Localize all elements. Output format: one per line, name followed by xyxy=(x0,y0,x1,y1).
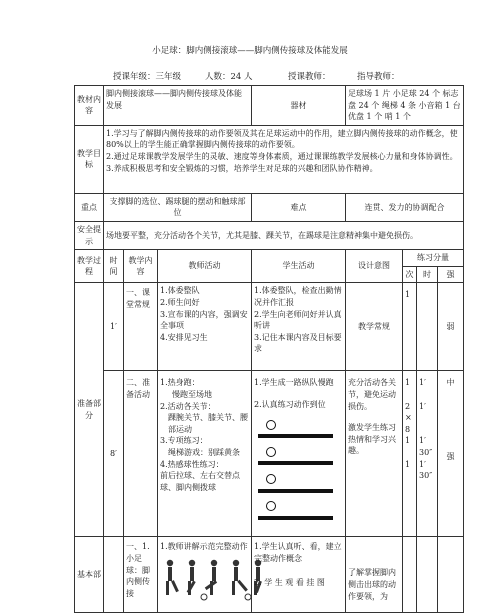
basic-label: 基本部 xyxy=(75,537,104,613)
coach-label: 指导教师： xyxy=(357,72,400,82)
prep-label: 准备部分 xyxy=(75,283,104,537)
prep-intensity-1: 弱 xyxy=(438,283,464,371)
col-duration: 时 xyxy=(417,266,438,283)
prep-intensity-2 xyxy=(438,371,464,537)
safety-label: 安全提示 xyxy=(75,221,104,249)
duration-value xyxy=(419,389,435,401)
ladder-line xyxy=(258,434,333,438)
prep-student-2 xyxy=(252,371,346,537)
student-step: 3.记住本课内容及目标要求 xyxy=(254,332,342,354)
teacher-step: 绳梯游戏：别踩黄条 xyxy=(168,447,240,457)
col-time: 时间 xyxy=(104,250,124,283)
duration-value xyxy=(419,412,435,424)
prep-content-1: 一、课堂常规 xyxy=(124,283,158,371)
lesson-plan-table xyxy=(74,85,464,613)
student-step: 2. 学 生 观 看 挂 图 xyxy=(254,577,325,587)
intent-text: 充分活动各关节，避免运动损伤。 xyxy=(348,378,397,411)
prep-time-1: 1′ xyxy=(104,283,124,371)
player-marker xyxy=(266,420,276,430)
times-value xyxy=(405,447,414,459)
goal-item: 1.学习与了解脚内侧传接球的动作要领及其在足球运动中的作用，建立脚内侧传接球的动作概念，使 80%以上的学生能正确掌握脚内侧传接球的动作要领。 xyxy=(106,128,458,150)
intent-text: 激发学生练习热情和学习兴趣。 xyxy=(348,423,397,456)
duration-value: 30″ xyxy=(419,447,433,457)
player-marker xyxy=(266,474,276,484)
prep-intent-2 xyxy=(346,371,403,537)
duration-value: 1′ xyxy=(419,436,426,446)
times-value xyxy=(405,389,414,401)
teacher-step: 4.热感球性练习： xyxy=(160,459,224,469)
ladder-line xyxy=(258,461,333,465)
player-marker xyxy=(266,447,276,457)
times-value: × xyxy=(405,413,412,423)
student-step: 2.认真练习动作到位 xyxy=(254,399,326,409)
prep-duration-1 xyxy=(417,283,438,371)
ladder-line xyxy=(258,489,333,493)
prep-times-2 xyxy=(403,371,417,537)
basic-intent: 了解掌握脚内侧击出球的动作要领，为 xyxy=(346,537,403,613)
col-load: 练习分量 xyxy=(403,250,464,267)
duration-value: 1′ xyxy=(419,401,426,411)
duration-value xyxy=(419,424,435,436)
basic-content: 一、1.小足球：脚内侧传接 xyxy=(124,537,158,613)
ladder-line xyxy=(258,516,333,520)
teacher-step: 3.专项练习： xyxy=(160,436,208,446)
prep-content-2: 二、准备活动 xyxy=(124,371,158,537)
prep-student-1 xyxy=(252,283,346,371)
prep-teacher-2 xyxy=(158,371,252,537)
basic-teacher xyxy=(158,537,252,613)
col-teacher: 教师活动 xyxy=(158,250,252,283)
times-value: 1 xyxy=(405,378,411,388)
student-step: 1.体委整队，检查出勤情况并作汇报 xyxy=(254,286,342,307)
difficulty-value: 连贯、发力的协调配合 xyxy=(346,193,464,221)
goals-label: 教学目标 xyxy=(75,125,104,193)
col-content: 教学内容 xyxy=(124,250,158,283)
goals-list xyxy=(104,125,464,193)
col-times: 次 xyxy=(403,266,417,283)
goal-item: 3.养成积极思考和安全锻炼的习惯，培养学生对足球的兴趣和团队协作精神。 xyxy=(106,163,378,173)
difficulty-label: 难点 xyxy=(252,193,346,221)
equipment-value: 足球场 1 片 小足球 24 个 标志盘 24 个 绳梯 4 条 小音箱 1 台 优盘 1 个 哨 1 个 xyxy=(346,86,464,126)
page-title: 小足球：脚内侧接滚球——脚内侧传接球及体能发展 xyxy=(152,46,348,56)
times-value: 8 xyxy=(405,424,411,434)
teacher-step: 2.活动各关节： xyxy=(160,401,216,411)
teacher-step: 3.宣布课的内容，强调安全事项 xyxy=(160,309,248,331)
duration-value: 30″ xyxy=(419,471,433,481)
intensity-value: 中 xyxy=(446,378,455,388)
teacher-label: 授课教师： xyxy=(288,72,331,82)
student-step: 1.学生成一路纵队慢跑 xyxy=(254,378,334,388)
teacher-step: 4.安排见习生 xyxy=(160,332,208,342)
col-intent: 设计意图 xyxy=(346,250,403,283)
safety-value: 场地要平整，充分活动各个关节，尤其是膝、踝关节，在踢球是注意精神集中避免损伤。 xyxy=(104,221,464,249)
content-value: 脚内侧接滚球——脚内侧传接球及体能发展 xyxy=(104,86,252,126)
count-label: 人数：24 人 xyxy=(205,72,253,82)
col-process: 教学过程 xyxy=(75,250,104,283)
teacher-step: 前后拉球、左右交替点球、脚内侧拨球 xyxy=(160,471,240,492)
prep-intent-1: 教学常规 xyxy=(346,283,403,371)
teacher-step: 2.师生问好 xyxy=(160,297,200,307)
basic-intensity xyxy=(438,537,464,613)
student-step: 1.学生认真听、看，建立完整动作概念 xyxy=(254,542,342,563)
equipment-label: 器材 xyxy=(252,86,346,126)
basic-duration xyxy=(417,537,438,613)
basic-times xyxy=(403,537,417,613)
times-value: 2 xyxy=(405,401,411,411)
teacher-step: 1.热身跑： xyxy=(160,378,200,388)
key-point-label: 重点 xyxy=(75,193,104,221)
teacher-step: 1.教师讲解示范完整动作 xyxy=(160,542,248,552)
col-intensity: 强 xyxy=(438,266,464,283)
times-value: 1 xyxy=(405,436,411,446)
col-student: 学生活动 xyxy=(252,250,346,283)
duration-value: 1′ xyxy=(419,459,426,469)
content-label: 教材内容 xyxy=(75,86,104,126)
student-step: 2.学生向老师问好并认真听讲 xyxy=(254,309,342,331)
goal-item: 2.通过足球课教学发展学生的灵敏、速度等身体素质，通过课课练教学发展核心力量和身体协调性。 xyxy=(106,151,458,161)
basic-time xyxy=(104,537,124,613)
duration-value: 1′ xyxy=(419,378,426,388)
key-point-value: 支撑脚的选位、踢球腿的摆动和触球部位 xyxy=(104,193,252,221)
prep-teacher-1 xyxy=(158,283,252,371)
grade-label: 授课年级：三年级 xyxy=(113,72,182,82)
teacher-step: 踝腕关节、膝关节、腰部运动 xyxy=(168,413,248,434)
intensity-value: 强 xyxy=(446,451,455,461)
prep-duration-2 xyxy=(417,371,438,537)
prep-times-1: 1 xyxy=(403,283,417,371)
teacher-step: 慢跑至场地 xyxy=(172,389,212,399)
times-value: 1 xyxy=(405,459,411,469)
player-marker xyxy=(266,501,276,511)
prep-time-2: 8′ xyxy=(104,371,124,537)
teacher-step: 1.体委整队 xyxy=(160,286,200,296)
formation-diagram xyxy=(254,419,343,524)
